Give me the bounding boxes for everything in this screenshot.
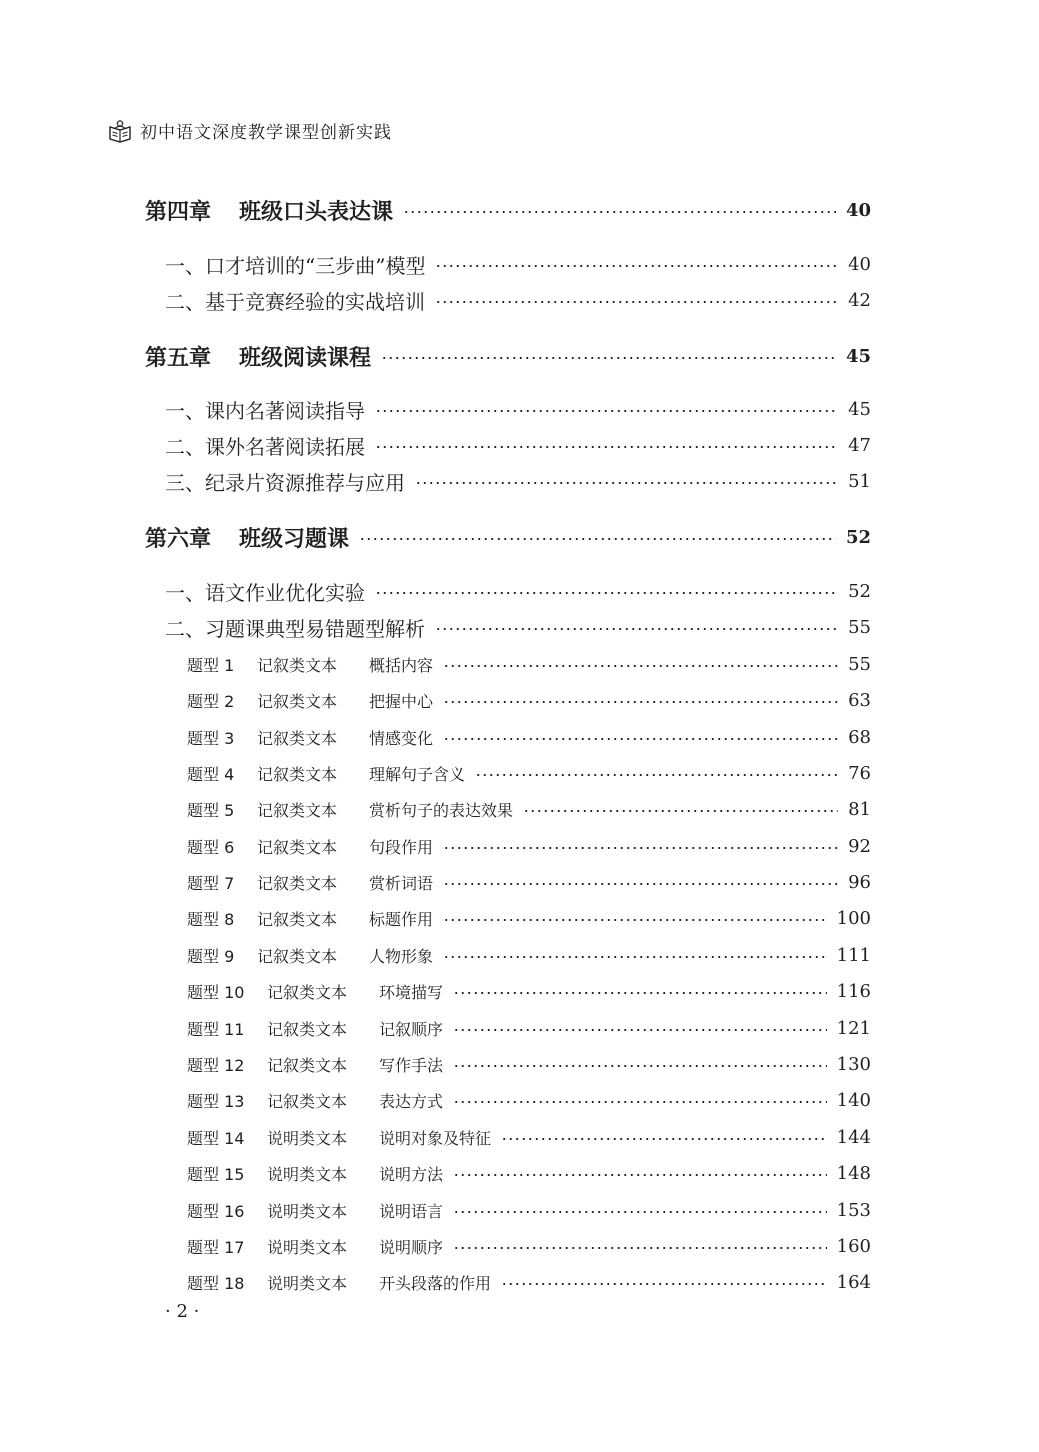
toc-entry-type[interactable] xyxy=(187,1230,871,1262)
toc-page-number: 51 xyxy=(848,470,871,492)
toc-entry-title xyxy=(187,835,433,858)
toc-entry-type[interactable] xyxy=(187,1194,871,1226)
question-type-topic: 开头段落的作用 xyxy=(379,1273,492,1293)
toc-page-number: 116 xyxy=(836,980,871,1002)
question-type-number: 题型 12 xyxy=(187,1055,245,1075)
question-type-number: 题型 13 xyxy=(187,1091,245,1111)
question-type-topic: 表达方式 xyxy=(379,1091,444,1111)
question-type-category: 说明类文本 xyxy=(267,1201,348,1221)
toc-page-number: 100 xyxy=(836,907,871,929)
toc-page-number: 40 xyxy=(848,253,871,275)
toc-page-number: 76 xyxy=(848,762,871,784)
dot-leader xyxy=(443,956,827,958)
toc-page-number: 96 xyxy=(848,871,871,893)
toc-entry-type[interactable] xyxy=(187,830,871,862)
question-type-number: 题型 8 xyxy=(187,909,235,929)
dot-leader xyxy=(359,538,836,540)
dot-leader xyxy=(453,1029,827,1031)
question-type-category: 记叙类文本 xyxy=(267,982,348,1002)
dot-leader xyxy=(523,810,838,812)
question-type-category: 记叙类文本 xyxy=(257,691,338,711)
dot-leader xyxy=(453,1174,827,1176)
toc-entry-type[interactable] xyxy=(187,1266,871,1298)
dot-leader xyxy=(443,738,838,740)
question-type-topic: 说明方法 xyxy=(379,1164,444,1184)
toc-page-number: 92 xyxy=(848,835,871,857)
question-type-topic: 概括内容 xyxy=(369,655,434,675)
toc-entry-title xyxy=(145,341,371,372)
question-type-topic: 句段作用 xyxy=(369,837,434,857)
toc-entry-title xyxy=(187,1017,443,1040)
toc-entry-title xyxy=(145,195,393,226)
toc-entry-section[interactable] xyxy=(165,284,871,316)
chapter-title: 班级口头表达课 xyxy=(239,198,394,225)
toc-entry-type[interactable] xyxy=(187,1157,871,1189)
dot-leader xyxy=(443,701,838,703)
toc-entry-title: 一、口才培训的“三步曲”模型 xyxy=(165,253,426,278)
question-type-number: 题型 16 xyxy=(187,1201,245,1221)
toc-entry-type[interactable] xyxy=(187,684,871,716)
toc-page-number: 160 xyxy=(836,1235,871,1257)
question-type-topic: 说明顺序 xyxy=(379,1237,444,1257)
toc-entry-section[interactable] xyxy=(165,248,871,280)
toc-entry-type[interactable] xyxy=(187,902,871,934)
question-type-topic: 赏析词语 xyxy=(369,873,434,893)
question-type-category: 说明类文本 xyxy=(267,1128,348,1148)
toc-page-number: 144 xyxy=(836,1126,871,1148)
chapter-number: 第五章 xyxy=(145,344,212,371)
toc-page-number: 55 xyxy=(848,616,871,638)
question-type-topic: 写作手法 xyxy=(379,1055,444,1075)
toc-entry-section[interactable] xyxy=(165,429,871,461)
dot-leader xyxy=(453,992,827,994)
toc-page-number: 52 xyxy=(848,580,871,602)
toc-entry-title xyxy=(187,1126,491,1149)
book-title: 初中语文深度教学课型创新实践 xyxy=(140,123,392,143)
question-type-category: 记叙类文本 xyxy=(257,909,338,929)
question-type-topic: 环境描写 xyxy=(379,982,444,1002)
chapter-title: 班级阅读课程 xyxy=(239,344,372,371)
chapter-number: 第四章 xyxy=(145,198,212,225)
toc-page-number: 45 xyxy=(848,398,871,420)
question-type-number: 题型 10 xyxy=(187,982,245,1002)
toc-entry-title xyxy=(187,980,443,1003)
toc-page-number: 47 xyxy=(848,434,871,456)
toc-page-number: 121 xyxy=(836,1017,871,1039)
toc-page-number: 148 xyxy=(836,1162,871,1184)
question-type-category: 说明类文本 xyxy=(267,1273,348,1293)
question-type-topic: 情感变化 xyxy=(369,728,434,748)
question-type-topic: 把握中心 xyxy=(369,691,434,711)
question-type-category: 记叙类文本 xyxy=(267,1091,348,1111)
toc-entry-type[interactable] xyxy=(187,648,871,680)
toc-entry-type[interactable] xyxy=(187,939,871,971)
toc-entry-chapter[interactable] xyxy=(145,194,871,226)
chapter-title: 班级习题课 xyxy=(239,525,350,552)
toc-page-number: 55 xyxy=(848,653,871,675)
toc-entry-chapter[interactable] xyxy=(145,340,871,372)
question-type-category: 记叙类文本 xyxy=(267,1055,348,1075)
toc-entry-title xyxy=(187,1053,443,1076)
toc-entry-title: 一、语文作业优化实验 xyxy=(165,580,365,605)
toc-entry-chapter[interactable] xyxy=(145,521,871,553)
question-type-number: 题型 3 xyxy=(187,728,235,748)
toc-entry-section[interactable] xyxy=(165,465,871,497)
dot-leader xyxy=(435,265,838,267)
toc-entry-title xyxy=(187,1089,443,1112)
question-type-number: 题型 11 xyxy=(187,1019,245,1039)
toc-entry-title xyxy=(145,522,349,553)
question-type-number: 题型 5 xyxy=(187,800,235,820)
toc-entry-title: 一、课内名著阅读指导 xyxy=(165,398,365,423)
toc-entry-title xyxy=(187,798,513,821)
question-type-number: 题型 18 xyxy=(187,1273,245,1293)
toc-entry-title xyxy=(187,1162,443,1185)
question-type-number: 题型 14 xyxy=(187,1128,245,1148)
book-logo-icon xyxy=(108,119,132,143)
toc-entry-section[interactable] xyxy=(165,575,871,607)
question-type-topic: 说明语言 xyxy=(379,1201,444,1221)
dot-leader xyxy=(453,1247,827,1249)
question-type-topic: 说明对象及特征 xyxy=(379,1128,492,1148)
toc-page-number: 42 xyxy=(848,289,871,311)
dot-leader xyxy=(443,665,838,667)
question-type-number: 题型 9 xyxy=(187,946,235,966)
dot-leader xyxy=(443,919,827,921)
dot-leader xyxy=(475,774,838,776)
toc-entry-title xyxy=(187,944,433,967)
toc-entry-title: 二、基于竞赛经验的实战培训 xyxy=(165,289,425,314)
question-type-topic: 理解句子含义 xyxy=(369,764,466,784)
question-type-category: 记叙类文本 xyxy=(257,873,338,893)
toc-page-number: 45 xyxy=(845,345,871,367)
toc-entry-title xyxy=(187,1271,491,1294)
question-type-number: 题型 1 xyxy=(187,655,235,675)
question-type-topic: 记叙顺序 xyxy=(379,1019,444,1039)
dot-leader xyxy=(381,357,836,359)
dot-leader xyxy=(453,1101,827,1103)
question-type-topic: 人物形象 xyxy=(369,946,434,966)
chapter-number: 第六章 xyxy=(145,525,212,552)
dot-leader xyxy=(375,446,838,448)
toc-page-number: 164 xyxy=(836,1271,871,1293)
dot-leader xyxy=(501,1138,827,1140)
question-type-topic: 标题作用 xyxy=(369,909,434,929)
dot-leader xyxy=(375,592,838,594)
dot-leader xyxy=(403,211,836,213)
question-type-category: 记叙类文本 xyxy=(257,655,338,675)
question-type-category: 记叙类文本 xyxy=(267,1019,348,1039)
toc-entry-type[interactable] xyxy=(187,975,871,1007)
toc-entry-title: 二、习题课典型易错题型解析 xyxy=(165,616,425,641)
toc-entry-title: 二、课外名著阅读拓展 xyxy=(165,434,365,459)
toc-entry-section[interactable] xyxy=(165,393,871,425)
toc-page-number: 130 xyxy=(836,1053,871,1075)
dot-leader xyxy=(375,410,838,412)
dot-leader xyxy=(415,482,838,484)
dot-leader xyxy=(501,1283,827,1285)
toc-entry-title xyxy=(187,762,465,785)
dot-leader xyxy=(435,301,838,303)
toc-page-number: 81 xyxy=(848,798,871,820)
toc-entry-title xyxy=(187,689,433,712)
toc-entry-type[interactable] xyxy=(187,1121,871,1153)
toc-entry-title: 三、纪录片资源推荐与应用 xyxy=(165,470,405,495)
question-type-category: 说明类文本 xyxy=(267,1164,348,1184)
toc-entry-title xyxy=(187,907,433,930)
question-type-number: 题型 4 xyxy=(187,764,235,784)
running-header xyxy=(108,118,392,143)
dot-leader xyxy=(453,1211,827,1213)
toc-page-number: 153 xyxy=(836,1199,871,1221)
question-type-number: 题型 2 xyxy=(187,691,235,711)
question-type-category: 记叙类文本 xyxy=(257,728,338,748)
toc-entry-title xyxy=(187,871,433,894)
question-type-category: 说明类文本 xyxy=(267,1237,348,1257)
question-type-category: 记叙类文本 xyxy=(257,837,338,857)
question-type-number: 题型 6 xyxy=(187,837,235,857)
question-type-number: 题型 7 xyxy=(187,873,235,893)
dot-leader xyxy=(443,883,838,885)
toc-page-number: 40 xyxy=(845,199,871,221)
toc-entry-type[interactable] xyxy=(187,757,871,789)
toc-entry-type[interactable] xyxy=(187,1048,871,1080)
toc-entry-title xyxy=(187,653,433,676)
page-number: · 2 · xyxy=(165,1301,200,1322)
question-type-category: 记叙类文本 xyxy=(257,800,338,820)
dot-leader xyxy=(435,628,838,630)
toc-entry-title xyxy=(187,726,433,749)
question-type-category: 记叙类文本 xyxy=(257,764,338,784)
toc-page-number: 68 xyxy=(848,726,871,748)
toc-page-number: 140 xyxy=(836,1089,871,1111)
question-type-number: 题型 17 xyxy=(187,1237,245,1257)
question-type-topic: 赏析句子的表达效果 xyxy=(369,800,514,820)
toc-entry-type[interactable] xyxy=(187,1012,871,1044)
toc-entry-type[interactable] xyxy=(187,793,871,825)
toc-entry-title xyxy=(187,1235,443,1258)
toc-page-number: 63 xyxy=(848,689,871,711)
question-type-category: 记叙类文本 xyxy=(257,946,338,966)
toc-entry-title xyxy=(187,1199,443,1222)
toc-entry-type[interactable] xyxy=(187,721,871,753)
dot-leader xyxy=(453,1065,827,1067)
toc-page-number: 111 xyxy=(836,944,871,966)
toc-entry-section[interactable] xyxy=(165,611,871,643)
toc-entry-type[interactable] xyxy=(187,1084,871,1116)
dot-leader xyxy=(443,847,838,849)
question-type-number: 题型 15 xyxy=(187,1164,245,1184)
toc-page-number: 52 xyxy=(845,526,871,548)
toc-entry-type[interactable] xyxy=(187,866,871,898)
